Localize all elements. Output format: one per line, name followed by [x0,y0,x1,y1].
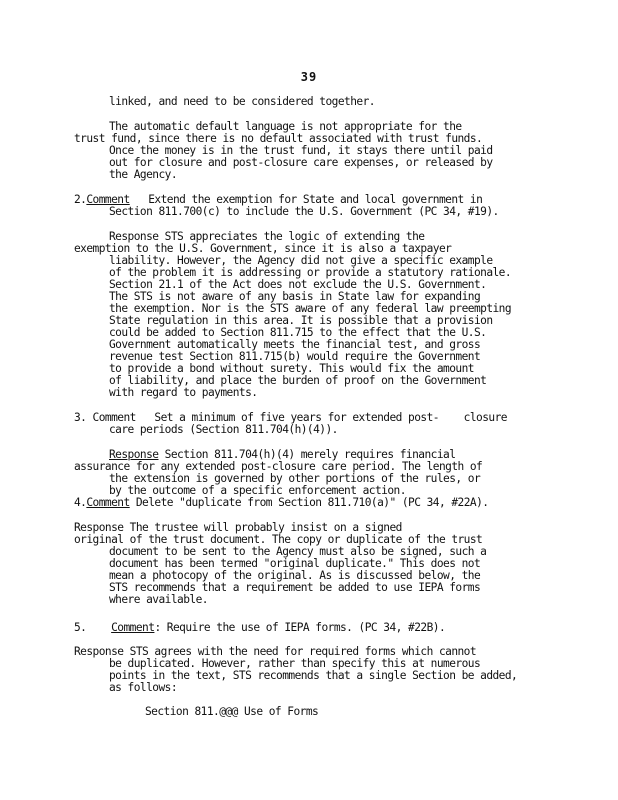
response-line: document to be sent to the Agency must also be signed, such a [109,545,487,558]
comment-label: Comment [111,621,155,634]
response-line: of the problem it is addressing or provide a statutory rationale. [109,266,512,279]
response-line: original of the trust document. The copy or duplicate of the trust [74,533,483,546]
comment-5 [74,622,445,634]
comment-4 [74,497,488,509]
continuation-line: linked, and need to be considered together. [109,95,375,108]
response-line: could be added to Section 811.715 to the effect that the U.S. [109,326,487,339]
response-line: to provide a bond without surety. This would fix the amount [109,362,474,375]
response-label: Response [109,448,159,461]
response-line: State regulation in this area. It is possible that a provision [109,314,493,327]
response-line: The STS is not aware of any basis in State law for expanding [109,290,481,303]
comment-number: 5. [74,621,87,634]
response-line: the extension is governed by other portions of the rules, or [109,472,481,485]
comment-3: 3. Comment Set a minimum of five years for extended post- closure [74,411,507,424]
response-line: as follows: [109,681,178,694]
response-line: assurance for any extended post-closure care period. The length of [74,460,483,473]
text-line: The automatic default language is not appropriate for the [109,120,462,133]
response-text: Section 811.704(h)(4) merely requires financial [164,448,456,461]
response-line: by the outcome of a specific enforcement action. [109,484,406,497]
response-line: with regard to payments. [109,386,258,399]
page-number: 39 [300,70,318,84]
response-line: mean a photocopy of the original. As is discussed below, the [109,569,481,582]
response-line: liability. However, the Agency did not give a specific example [109,254,493,267]
response-line: the exemption. Nor is the STS aware of any federal law preempting [109,302,512,315]
comment-label: Comment [86,193,130,206]
response-line: Response STS appreciates the logic of extending the [109,230,425,243]
response-line: of liability, and place the burden of proof on the Government [109,374,487,387]
response-line: revenue test Section 811.715(b) would require the Government [109,350,481,363]
text-line: care periods (Section 811.704(h)(4)). [109,423,338,436]
comment-text: Extend the exemption for State and local government in [148,193,483,206]
response-line: Government automatically meets the financial test, and gross [109,338,481,351]
response-line: points in the text, STS recommends that a single Section be added, [109,669,518,682]
response-line: Response The trustee will probably insist on a signed [74,521,402,534]
response-line: Section 21.1 of the Act does not exclude the U.S. Government. [109,278,487,291]
comment-text: : Require the use of IEPA forms. (PC 34, #22B). [154,621,446,634]
comment-text: Delete "duplicate from Section 811.710(a)" (PC 34, #22A). [135,496,489,509]
response-line: exemption to the U.S. Government, since it is also a taxpayer [74,242,452,255]
text-line: trust fund, since there is no default associated with trust funds. [74,132,483,145]
text-line: out for closure and post-closure care expenses, or released by [109,156,493,169]
response-line: be duplicated. However, rather than specify this at numerous [109,657,481,670]
comment-label: Comment [86,496,130,509]
comment-number: 4. [74,496,87,509]
text-line: Once the money is in the trust fund, it stays there until paid [109,144,493,157]
text-line: the Agency. [109,168,178,181]
section-heading: Section 811.@@@ Use of Forms [145,705,319,718]
response-line: STS recommends that a requirement be added to use IEPA forms [109,581,481,594]
text-line: Section 811.700(c) to include the U.S. Government (PC 34, #19). [109,205,499,218]
response-line: document has been termed "original duplicate." This does not [109,557,481,570]
response-line: Response STS agrees with the need for required forms which cannot [74,645,477,658]
comment-number: 2. [74,193,87,206]
response-line: where available. [109,593,208,606]
